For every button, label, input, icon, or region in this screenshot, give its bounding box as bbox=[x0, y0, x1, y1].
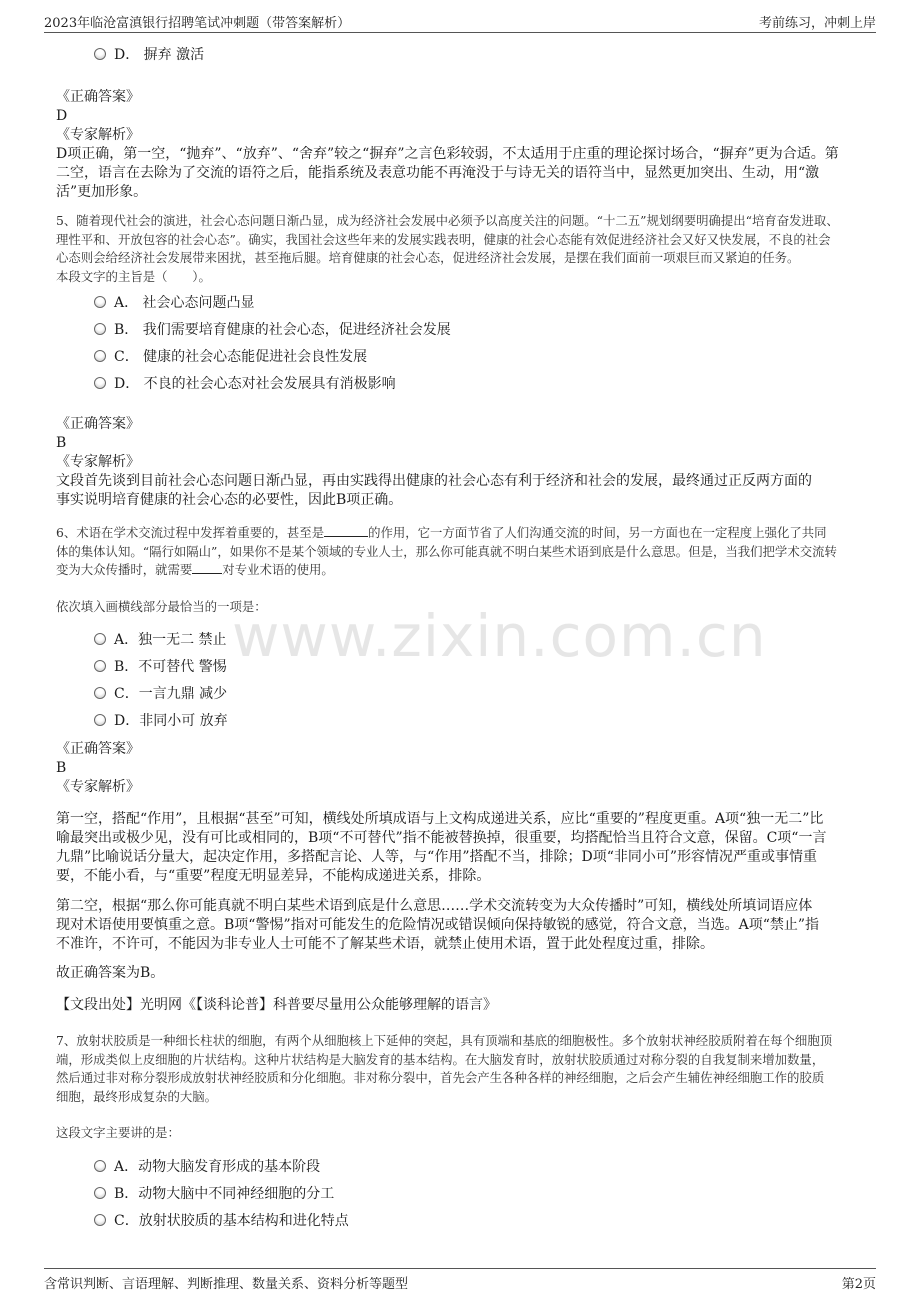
q6-option-d[interactable] bbox=[94, 711, 228, 731]
option-label: C．放射状胶质的基本结构和进化特点 bbox=[114, 1213, 349, 1229]
radio-icon[interactable] bbox=[94, 323, 106, 335]
option-label: D． 不良的社会心态对社会发展具有消极影响 bbox=[114, 376, 396, 392]
document-title: 2023年临沧富滇银行招聘笔试冲刺题（带答案解析） bbox=[44, 16, 351, 31]
q5-stem bbox=[56, 212, 866, 286]
stem-line bbox=[56, 524, 866, 543]
stem-text: 变为大众传播时，就需要 bbox=[56, 562, 193, 577]
option-label: A． 社会心态问题凸显 bbox=[114, 295, 255, 311]
option-label: D． 摒弃 激活 bbox=[114, 47, 205, 63]
analysis-line: 不准许，不许可，不能因为非专业人士可能不了解某些术语，就禁止使用术语，置于此处程度过重，排除。 bbox=[56, 936, 714, 952]
answer-label: 《正确答案》 bbox=[56, 741, 140, 757]
stem-question: 本段文字的主旨是（ ）。 bbox=[56, 268, 211, 284]
q6-prompt: 依次填入画横线部分最恰当的一项是： bbox=[56, 599, 267, 614]
page-number: 第2页 bbox=[841, 1277, 876, 1292]
analysis-line: 二空，语言在去除为了交流的语符之后，能指系统及表意功能不再淹没于与诗无关的语符当中，显然更加突出、生动，用“激 bbox=[56, 165, 820, 181]
radio-icon[interactable] bbox=[94, 687, 106, 699]
stem-text: 对专业术语的使用。 bbox=[222, 562, 334, 577]
q7-stem bbox=[56, 1032, 866, 1106]
radio-icon[interactable] bbox=[94, 350, 106, 362]
answer-label: 《正确答案》 bbox=[56, 89, 140, 105]
option-label: B．动物大脑中不同神经细胞的分工 bbox=[114, 1186, 335, 1202]
analysis-label: 《专家解析》 bbox=[56, 779, 140, 795]
watermark: www.zixin.com.cn bbox=[232, 602, 767, 670]
option-label: C． 健康的社会心态能促进社会良性发展 bbox=[114, 349, 368, 365]
q6-source: 【文段出处】光明网《【谈科论普】科普要尽量用公众能够理解的语言》 bbox=[56, 997, 497, 1013]
q6-analysis-p1 bbox=[56, 810, 866, 886]
analysis-line: 事实说明培育健康的社会心态的必要性，因此B项正确。 bbox=[56, 492, 403, 508]
q5-option-b[interactable] bbox=[94, 320, 451, 340]
analysis-line: 现对术语使用要慎重之意。B项“警惕”指对可能发生的危险情况或错误倾向保持敏锐的感觉，符合文意，当选。A项“禁止”指 bbox=[56, 917, 820, 933]
stem-line: 端，形成类似上皮细胞的片状结构。这种片状结构是大脑发育的基本结构。在大脑发育时，放射状胶质通过对称分裂的自我复制来增加数量， bbox=[56, 1051, 825, 1067]
q5-option-a[interactable] bbox=[94, 293, 255, 313]
analysis-label: 《专家解析》 bbox=[56, 127, 140, 143]
q7-option-a[interactable] bbox=[94, 1157, 320, 1177]
q6-answer-block bbox=[56, 740, 866, 797]
stem-line: 细胞，最终形成复杂的大脑。 bbox=[56, 1088, 218, 1104]
q6-conclusion: 故正确答案为B。 bbox=[56, 965, 165, 981]
radio-icon[interactable] bbox=[94, 1160, 106, 1172]
header-slogan: 考前练习，冲刺上岸 bbox=[758, 16, 876, 31]
stem-line: 心态则会给经济社会发展带来困扰，甚至拖后腿。培育健康的社会心态，促进经济社会发展，是摆在我们面前一项艰巨而又紧迫的任务。 bbox=[56, 250, 800, 265]
option-label: B． 我们需要培育健康的社会心态，促进经济社会发展 bbox=[114, 322, 451, 338]
analysis-line: 喻最突出或极少见，没有可比或相同的，B项“不可替代”指不能被替换掉，很重要，均搭配恰当且符合文意，保留。C项“一言 bbox=[56, 830, 827, 846]
page-header bbox=[44, 10, 876, 33]
stem-line: 然后通过非对称分裂形成放射状神经胶质和分化细胞。非对称分裂中，首先会产生各种各样的神经细胞，之后会产生辅佐神经细胞工作的胶质 bbox=[56, 1070, 825, 1085]
fill-blank bbox=[192, 561, 222, 574]
answer-label: 《正确答案》 bbox=[56, 416, 140, 432]
analysis-line: 第二空，根据“那么你可能真就不明白某些术语到底是什么意思……学术交流转变为大众传播时”可知，横线处所填词语应体 bbox=[56, 898, 813, 914]
analysis-line: D项正确，第一空，“抛弃”、“放弃”、“舍弃”较之“摒弃”之言色彩较弱，不太适用于庄重的理论探讨场合，“摒弃”更为合适。第 bbox=[56, 146, 839, 162]
stem-line: 7、放射状胶质是一种细长柱状的细胞，有两个从细胞核上下延伸的突起，具有顶端和基底的细胞极性。多个放射状神经胶质附着在每个细胞顶 bbox=[56, 1033, 833, 1048]
option-label: C．一言九鼎 减少 bbox=[114, 686, 228, 702]
option-label: D．非同小可 放弃 bbox=[114, 713, 228, 729]
radio-icon[interactable] bbox=[94, 714, 106, 726]
q4-answer-block bbox=[56, 88, 866, 202]
stem-text: 6、术语在学术交流过程中发挥着重要的，甚至是 bbox=[56, 525, 325, 540]
answer-value: B bbox=[56, 760, 67, 776]
fill-blank bbox=[324, 524, 368, 537]
q5-answer-block bbox=[56, 415, 866, 510]
footer-subjects: 含常识判断、言语理解、判断推理、数量关系、资料分析等题型 bbox=[44, 1277, 409, 1292]
radio-icon[interactable] bbox=[94, 296, 106, 308]
q4-option-d[interactable] bbox=[94, 45, 204, 65]
option-label: A．动物大脑发育形成的基本阶段 bbox=[114, 1159, 321, 1175]
analysis-line: 九鼎”比喻说话分量大，起决定作用，多搭配言论、人等，与“作用”搭配不当，排除；D项“非同小可”形容情况严重或事情重 bbox=[56, 849, 818, 865]
answer-value: B bbox=[56, 435, 67, 451]
q5-option-d[interactable] bbox=[94, 374, 396, 394]
stem-line: 体的集体认知。“隔行如隔山”，如果你不是某个领域的专业人士，那么你可能真就不明白某些术语到底是什么意思。但是，当我们把学术交流转 bbox=[56, 543, 837, 559]
analysis-line: 要，不能小看，与“重要”程度无明显差异，不能构成递进关系，排除。 bbox=[56, 868, 491, 884]
q5-option-c[interactable] bbox=[94, 347, 367, 367]
page-footer bbox=[44, 1268, 876, 1293]
q7-option-c[interactable] bbox=[94, 1211, 349, 1231]
stem-line bbox=[56, 561, 866, 580]
radio-icon[interactable] bbox=[94, 633, 106, 645]
analysis-line: 活”更加形象。 bbox=[56, 184, 148, 200]
radio-icon[interactable] bbox=[94, 1187, 106, 1199]
q6-stem bbox=[56, 524, 866, 580]
option-label: B．不可替代 警惕 bbox=[114, 659, 227, 675]
stem-text: 的作用，它一方面节省了人们沟通交流的时间，另一方面也在一定程度上强化了共同 bbox=[368, 525, 827, 540]
option-label: A．独一无二 禁止 bbox=[114, 632, 227, 648]
q6-option-c[interactable] bbox=[94, 684, 227, 704]
q6-option-b[interactable] bbox=[94, 657, 227, 677]
analysis-line: 文段首先谈到目前社会心态问题日渐凸显，再由实践得出健康的社会心态有利于经济和社会的发展，最终通过正反两方面的 bbox=[56, 473, 812, 489]
analysis-line: 第一空，搭配“作用”，且根据“甚至”可知，横线处所填成语与上文构成递进关系，应比“重要的”程度更重。A项“独一无二”比 bbox=[56, 811, 824, 827]
q6-analysis-p2 bbox=[56, 897, 866, 954]
q7-prompt: 这段文字主要讲的是： bbox=[56, 1125, 180, 1140]
answer-value: D bbox=[56, 108, 68, 124]
q6-option-a[interactable] bbox=[94, 630, 227, 650]
radio-icon[interactable] bbox=[94, 660, 106, 672]
stem-line: 理性平和、开放包容的社会心态”。确实，我国社会这些年来的发展实践表明，健康的社会心态能有效促进经济社会又好又快发展，不良的社会 bbox=[56, 231, 831, 247]
radio-icon[interactable] bbox=[94, 1214, 106, 1226]
analysis-label: 《专家解析》 bbox=[56, 454, 140, 470]
radio-icon[interactable] bbox=[94, 377, 106, 389]
q7-option-b[interactable] bbox=[94, 1184, 334, 1204]
radio-icon[interactable] bbox=[94, 48, 106, 60]
stem-line: 5、随着现代社会的演进，社会心态问题日渐凸显，成为经济社会发展中必须予以高度关注的问题。“十二五”规划纲要明确提出“培育奋发进取、 bbox=[56, 213, 839, 228]
